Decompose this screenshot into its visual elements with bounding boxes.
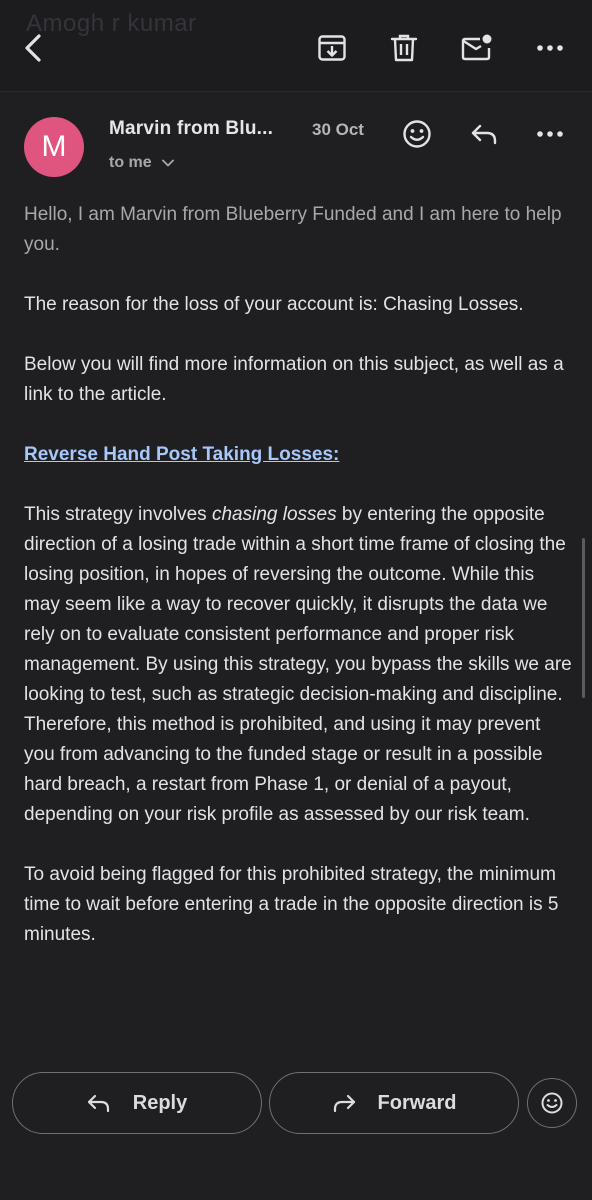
back-button[interactable] xyxy=(10,24,58,72)
reply-icon xyxy=(469,119,499,149)
reply-button[interactable] xyxy=(12,1072,262,1134)
smiley-icon xyxy=(540,1091,564,1115)
forward-label: Forward xyxy=(377,1091,457,1114)
forward-icon xyxy=(332,1092,356,1114)
message-body xyxy=(24,200,572,980)
more-icon xyxy=(535,119,565,149)
delete-button[interactable] xyxy=(380,24,428,72)
ghost-title: Amogh r kumar xyxy=(26,10,197,37)
message-header xyxy=(0,100,592,190)
reply-label: Reply xyxy=(132,1091,188,1114)
archive-button[interactable] xyxy=(308,24,356,72)
mark-unread-icon xyxy=(461,33,493,63)
forward-button[interactable] xyxy=(269,1072,519,1134)
mark-unread-button[interactable] xyxy=(453,24,501,72)
strategy-text-a: This strategy involves xyxy=(24,504,212,525)
recipient-label: to me xyxy=(109,154,152,171)
sender-name[interactable]: Marvin from Blu... xyxy=(109,118,274,139)
strategy-paragraph xyxy=(24,500,572,830)
scrollbar[interactable] xyxy=(582,538,585,698)
emoji-reaction-button[interactable] xyxy=(527,1078,577,1128)
more-options-button[interactable] xyxy=(526,24,574,72)
avatar-initial: M xyxy=(41,130,67,163)
advice-paragraph: To avoid being flagged for this prohibited strategy, the minimum time to wait before entering a trade in the opposite direction is 5 minutes. xyxy=(24,864,559,945)
top-app-bar xyxy=(0,0,592,92)
greeting-paragraph: Hello, I am Marvin from Blueberry Funded and I am here to help you. xyxy=(24,204,562,255)
avatar[interactable] xyxy=(24,117,84,177)
article-link-paragraph xyxy=(24,440,572,470)
reply-icon-button[interactable] xyxy=(460,110,508,158)
message-date: 30 Oct xyxy=(312,120,364,139)
message-more-button[interactable] xyxy=(526,110,574,158)
strategy-emphasis: chasing losses xyxy=(211,504,337,525)
back-arrow-icon xyxy=(19,33,49,63)
react-emoji-button[interactable] xyxy=(393,110,441,158)
archive-icon xyxy=(317,33,347,63)
article-link[interactable]: Reverse Hand Post Taking Losses: xyxy=(24,444,340,465)
recipient-toggle[interactable] xyxy=(109,154,174,172)
smiley-icon xyxy=(402,119,432,149)
reply-icon xyxy=(87,1092,111,1114)
trash-icon xyxy=(389,33,419,63)
reason-paragraph: The reason for the loss of your account is: Chasing Losses. xyxy=(24,294,524,315)
strategy-text-b: by entering the opposite direction of a losing trade within a short time frame of closing the losing position, in hopes of reversing the outcome. While this may seem like a way to recover quickly, it disrupts the data we rely on to evaluate consistent performance and proper risk management. By using this strategy, you bypass the skills we are looking to test, such as strategic decision-making and discipline. Therefore, this method is prohibited, and using it may prevent you from advancing to the funded stage or result in a possible hard breach, a restart from Phase 1, or denial of a payout, depending on your risk profile as assessed by our risk team. xyxy=(24,504,572,825)
more-icon xyxy=(535,33,565,63)
info-paragraph: Below you will find more information on this subject, as well as a link to the article. xyxy=(24,354,564,405)
chevron-down-icon xyxy=(162,159,174,167)
